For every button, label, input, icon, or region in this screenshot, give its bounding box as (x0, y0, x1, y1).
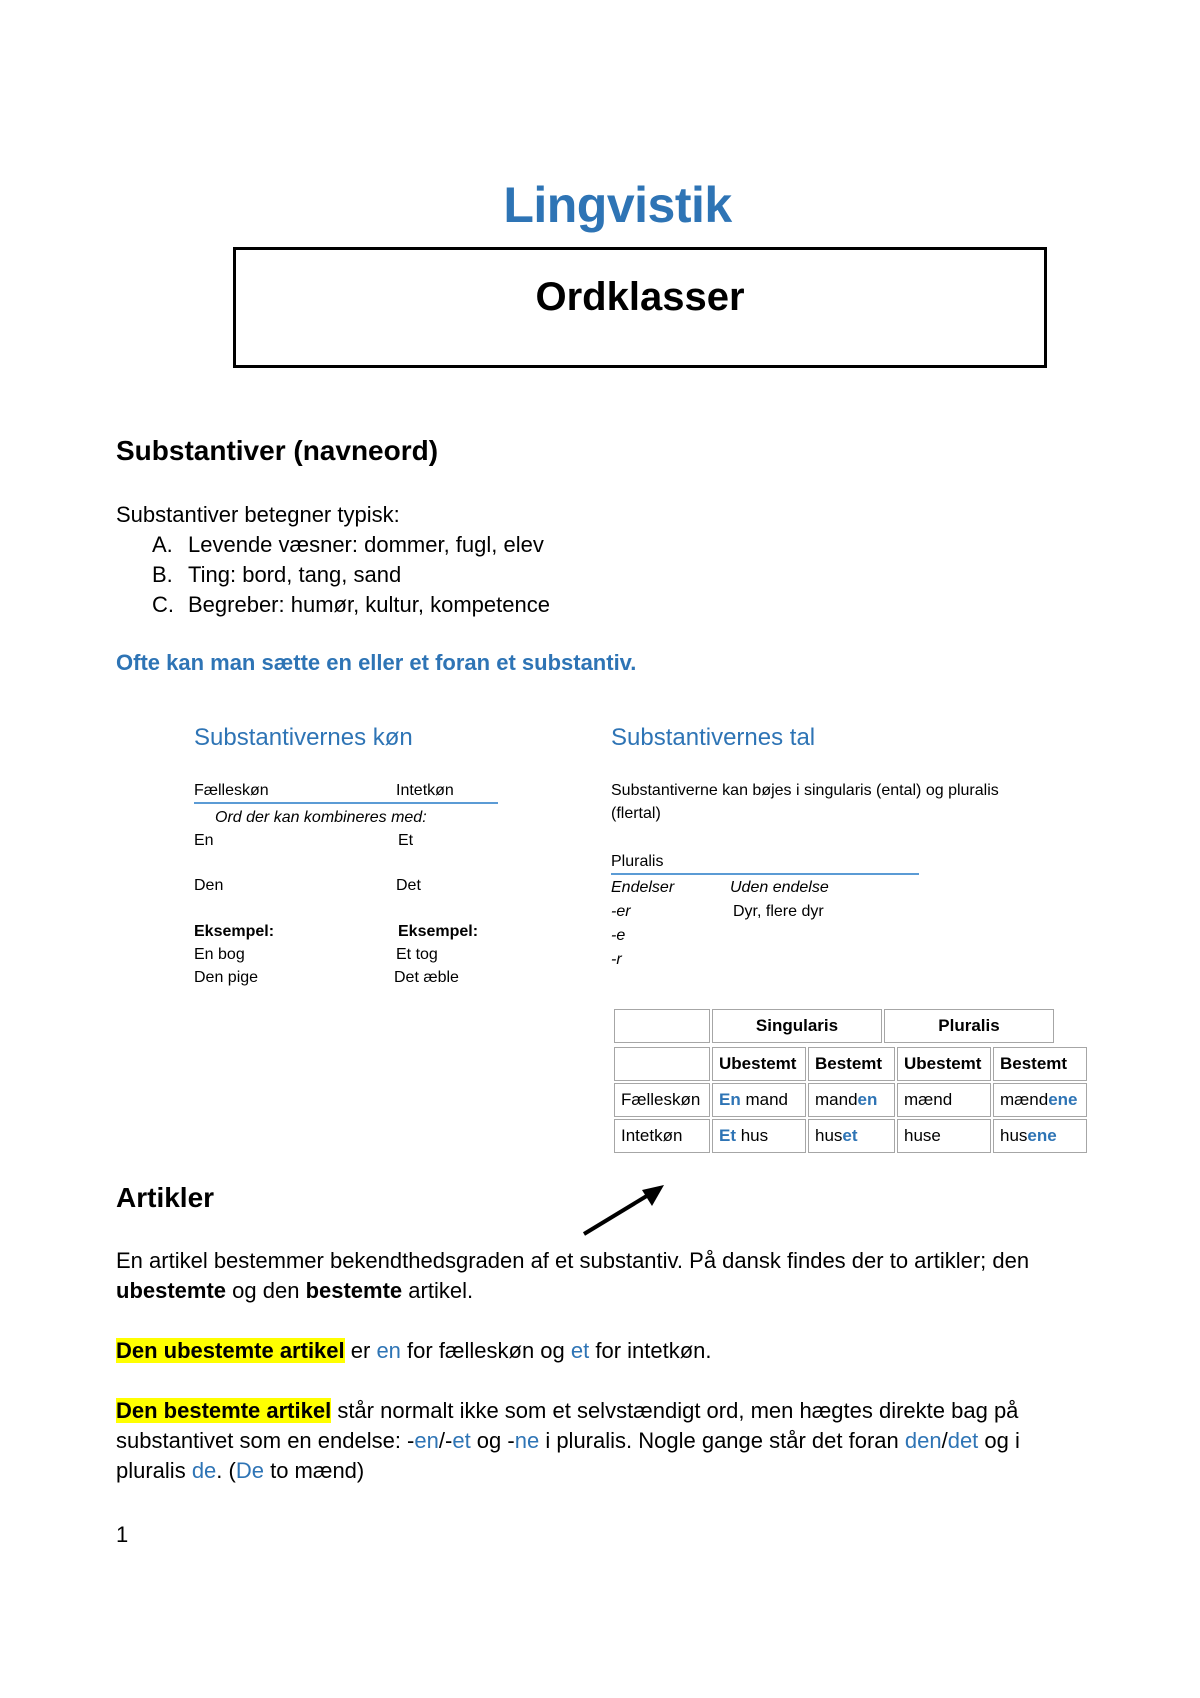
inflection-group-header (612, 1007, 1056, 1045)
table-cell: mænd (897, 1083, 991, 1117)
document-title: Lingvistik (503, 177, 732, 233)
table-cell: En mand (712, 1083, 806, 1117)
tal-ending: -er (611, 903, 631, 920)
artikler-paragraph-2: Den ubestemte artikel er en for fælleskøn og et for intetkøn. (116, 1338, 712, 1363)
artikler-paragraph-1: En artikel bestemmer bekendthedsgraden af et substantiv. På dansk findes der to artikler; den ubestemte og den bestemte artikel. (116, 1248, 1030, 1303)
inflection-table (612, 1045, 1089, 1155)
table-header-cell: Bestemt (993, 1047, 1087, 1081)
kon-col2-header: Intetkøn (396, 782, 454, 799)
substantiver-heading: Substantiver (navneord) (116, 435, 439, 466)
table-cell (614, 1009, 710, 1043)
tal-ending: -r (611, 951, 622, 968)
table-row-label: Intetkøn (614, 1119, 710, 1153)
table-header-cell: Ubestemt (897, 1047, 991, 1081)
section-title-box (233, 247, 1047, 368)
substantiver-intro: Substantiver betegner typisk: (116, 502, 400, 527)
tal-col2-header: Uden endelse (730, 879, 829, 896)
kon-row-den: Den (194, 877, 224, 894)
table-cell: husene (993, 1119, 1087, 1153)
tal-rule (611, 873, 919, 875)
table-cell: Et hus (712, 1119, 806, 1153)
table-cell: huse (897, 1119, 991, 1153)
highlight-ubestemt: Den ubestemte artikel (116, 1338, 345, 1363)
kon-example: Det æble (394, 969, 459, 986)
kon-row-et: Et (398, 832, 414, 849)
section-title: Ordklasser (535, 275, 745, 319)
tal-heading: Substantivernes tal (611, 724, 816, 751)
kon-row-en: En (194, 832, 214, 849)
page-number: 1 (116, 1522, 129, 1547)
table-header-pluralis: Pluralis (884, 1009, 1054, 1043)
table-row (614, 1047, 1087, 1081)
kon-example-label-1: Eksempel: (194, 923, 275, 940)
tal-pluralis-label: Pluralis (611, 853, 664, 870)
table-row-label: Fælleskøn (614, 1083, 710, 1117)
kon-heading: Substantivernes køn (194, 724, 413, 751)
tal-no-ending-example: Dyr, flere dyr (733, 903, 824, 920)
kon-col1-header: Fælleskøn (194, 782, 269, 799)
tal-ending: -e (611, 927, 626, 944)
kon-example-label-2: Eksempel: (398, 923, 479, 940)
kon-example: Et tog (396, 946, 438, 963)
table-cell: mændene (993, 1083, 1087, 1117)
table-row (614, 1119, 1087, 1153)
list-item: B. Ting: bord, tang, sand (152, 562, 402, 587)
substantiv-tip: Ofte kan man sætte en eller et foran et substantiv. (116, 650, 637, 675)
kon-example: En bog (194, 946, 245, 963)
table-header-singularis: Singularis (712, 1009, 882, 1043)
artikler-paragraph-3: Den bestemte artikel står normalt ikke som et selvstændigt ord, men hægtes direkte bag på substantivet som en endelse: -en/-et og -ne i pluralis. Nogle gange står det foran den/det og i pluralis de. (De to mænd) (116, 1398, 1020, 1483)
table-header-cell: Ubestemt (712, 1047, 806, 1081)
arrow-icon (580, 1180, 670, 1240)
artikler-heading: Artikler (116, 1182, 215, 1213)
kon-rule (194, 802, 498, 804)
tal-text: Substantiverne kan bøjes i singularis (ental) og pluralis (flertal) (611, 782, 999, 822)
highlight-bestemt: Den bestemte artikel (116, 1398, 332, 1423)
table-cell (614, 1047, 710, 1081)
tal-col1-header: Endelser (611, 879, 675, 896)
substantiver-list (152, 530, 550, 620)
list-item: A. Levende væsner: dommer, fugl, elev (152, 532, 544, 557)
table-cell: huset (808, 1119, 895, 1153)
kon-combine-label: Ord der kan kombineres med: (215, 809, 427, 826)
kon-example: Den pige (194, 969, 259, 986)
table-header-cell: Bestemt (808, 1047, 895, 1081)
kon-row-det: Det (396, 877, 421, 894)
table-row (614, 1083, 1087, 1117)
list-item: C. Begreber: humør, kultur, kompetence (152, 592, 550, 617)
table-cell: manden (808, 1083, 895, 1117)
